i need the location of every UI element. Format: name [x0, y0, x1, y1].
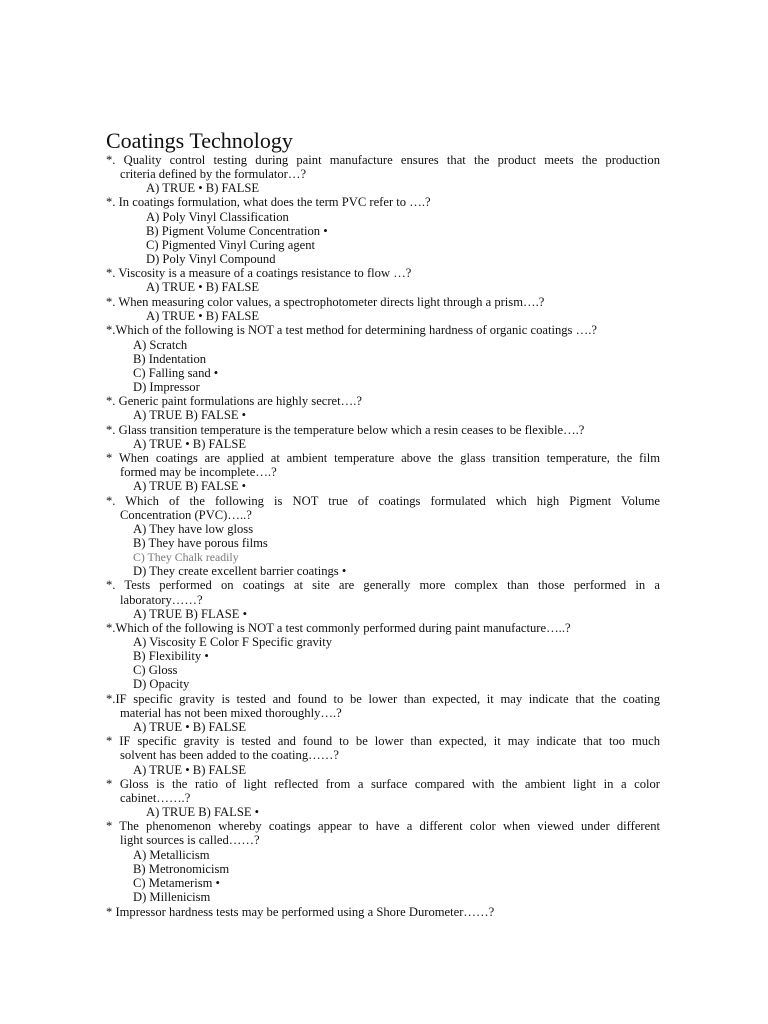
answer-option: A) TRUE B) FALSE •: [133, 408, 247, 422]
answer-option: A) TRUE • B) FALSE: [146, 280, 260, 294]
answer-option: A) TRUE • B) FALSE: [133, 437, 247, 451]
answer-option: C) Falling sand •: [133, 366, 219, 380]
question-text: *. When measuring color values, a spectrophotometer directs light through a prism….?: [106, 295, 545, 309]
question-text: * Gloss is the ratio of light reflected from a surface compared with the ambient light in a color: [106, 777, 660, 791]
answer-option: B) Pigment Volume Concentration •: [146, 224, 328, 238]
question-text: *.IF specific gravity is tested and found to be lower than expected, it may indicate that the coating: [106, 692, 660, 706]
answer-option: A) Scratch: [133, 338, 188, 352]
question-text: * IF specific gravity is tested and found to be lower than expected, it may indicate that too much: [106, 734, 660, 748]
text-line: formed may be incomplete….?: [120, 465, 277, 479]
answer-option: D) Opacity: [133, 677, 190, 691]
answer-option: D) Impressor: [133, 380, 200, 394]
answer-option: B) Indentation: [133, 352, 207, 366]
answer-option: A) Metallicism: [133, 848, 210, 862]
answer-option: A) Poly Vinyl Classification: [146, 210, 289, 224]
question-text: *. Which of the following is NOT true of coatings formulated which high Pigment Volume: [106, 494, 660, 508]
answer-option: A) They have low gloss: [133, 522, 254, 536]
question-text: *.Which of the following is NOT a test commonly performed during paint manufacture…..?: [106, 621, 571, 635]
answer-option: A) Viscosity E Color F Specific gravity: [133, 635, 333, 649]
question-text: *. Tests performed on coatings at site are generally more complex than those performed in a: [106, 578, 660, 592]
question-text: *. Glass transition temperature is the temperature below which a resin ceases to be flexible….?: [106, 423, 585, 437]
question-text: *. In coatings formulation, what does the term PVC refer to ….?: [106, 195, 431, 209]
answer-option: A) TRUE • B) FALSE: [133, 763, 247, 777]
answer-option: A) TRUE • B) FALSE: [133, 720, 247, 734]
text-line: laboratory……?: [120, 593, 203, 607]
answer-option: A) TRUE B) FLASE •: [133, 607, 248, 621]
answer-option: D) They create excellent barrier coatings •: [133, 564, 347, 578]
text-line: criteria defined by the formulator…?: [120, 167, 307, 181]
answer-option: A) TRUE • B) FALSE: [146, 181, 260, 195]
question-text: *. Generic paint formulations are highly secret….?: [106, 394, 362, 408]
answer-option: B) Metronomicism: [133, 862, 230, 876]
question-text: *. Viscosity is a measure of a coatings resistance to flow …?: [106, 266, 412, 280]
answer-option: A) TRUE B) FALSE •: [146, 805, 260, 819]
answer-option: C) Metamerism •: [133, 876, 220, 890]
answer-option: B) Flexibility •: [133, 649, 209, 663]
question-text: * The phenomenon whereby coatings appear to have a different color when viewed under different: [106, 819, 660, 833]
answer-option: C) Pigmented Vinyl Curing agent: [146, 238, 316, 252]
text-line: light sources is called……?: [120, 833, 260, 847]
text-line: cabinet…….?: [120, 791, 191, 805]
text-line: material has not been mixed thoroughly….?: [120, 706, 342, 720]
text-line: Concentration (PVC)…..?: [120, 508, 252, 522]
text-line: solvent has been added to the coating……?: [120, 748, 339, 762]
answer-option: C) Gloss: [133, 663, 178, 677]
question-text: * Impressor hardness tests may be performed using a Shore Durometer……?: [106, 905, 495, 919]
question-text: *.Which of the following is NOT a test method for determining hardness of organic coatings ….?: [106, 323, 597, 337]
answer-option: A) TRUE • B) FALSE: [146, 309, 260, 323]
question-text: *. Quality control testing during paint manufacture ensures that the product meets the production: [106, 153, 660, 167]
answer-option: B) They have porous films: [133, 536, 268, 550]
answer-option: C) They Chalk readily: [133, 550, 239, 564]
answer-option: D) Poly Vinyl Compound: [146, 252, 276, 266]
question-text: * When coatings are applied at ambient temperature above the glass transition temperature, the film: [106, 451, 660, 465]
page-title: Coatings Technology: [106, 128, 293, 153]
answer-option: D) Millenicism: [133, 890, 211, 904]
answer-option: A) TRUE B) FALSE •: [133, 479, 247, 493]
